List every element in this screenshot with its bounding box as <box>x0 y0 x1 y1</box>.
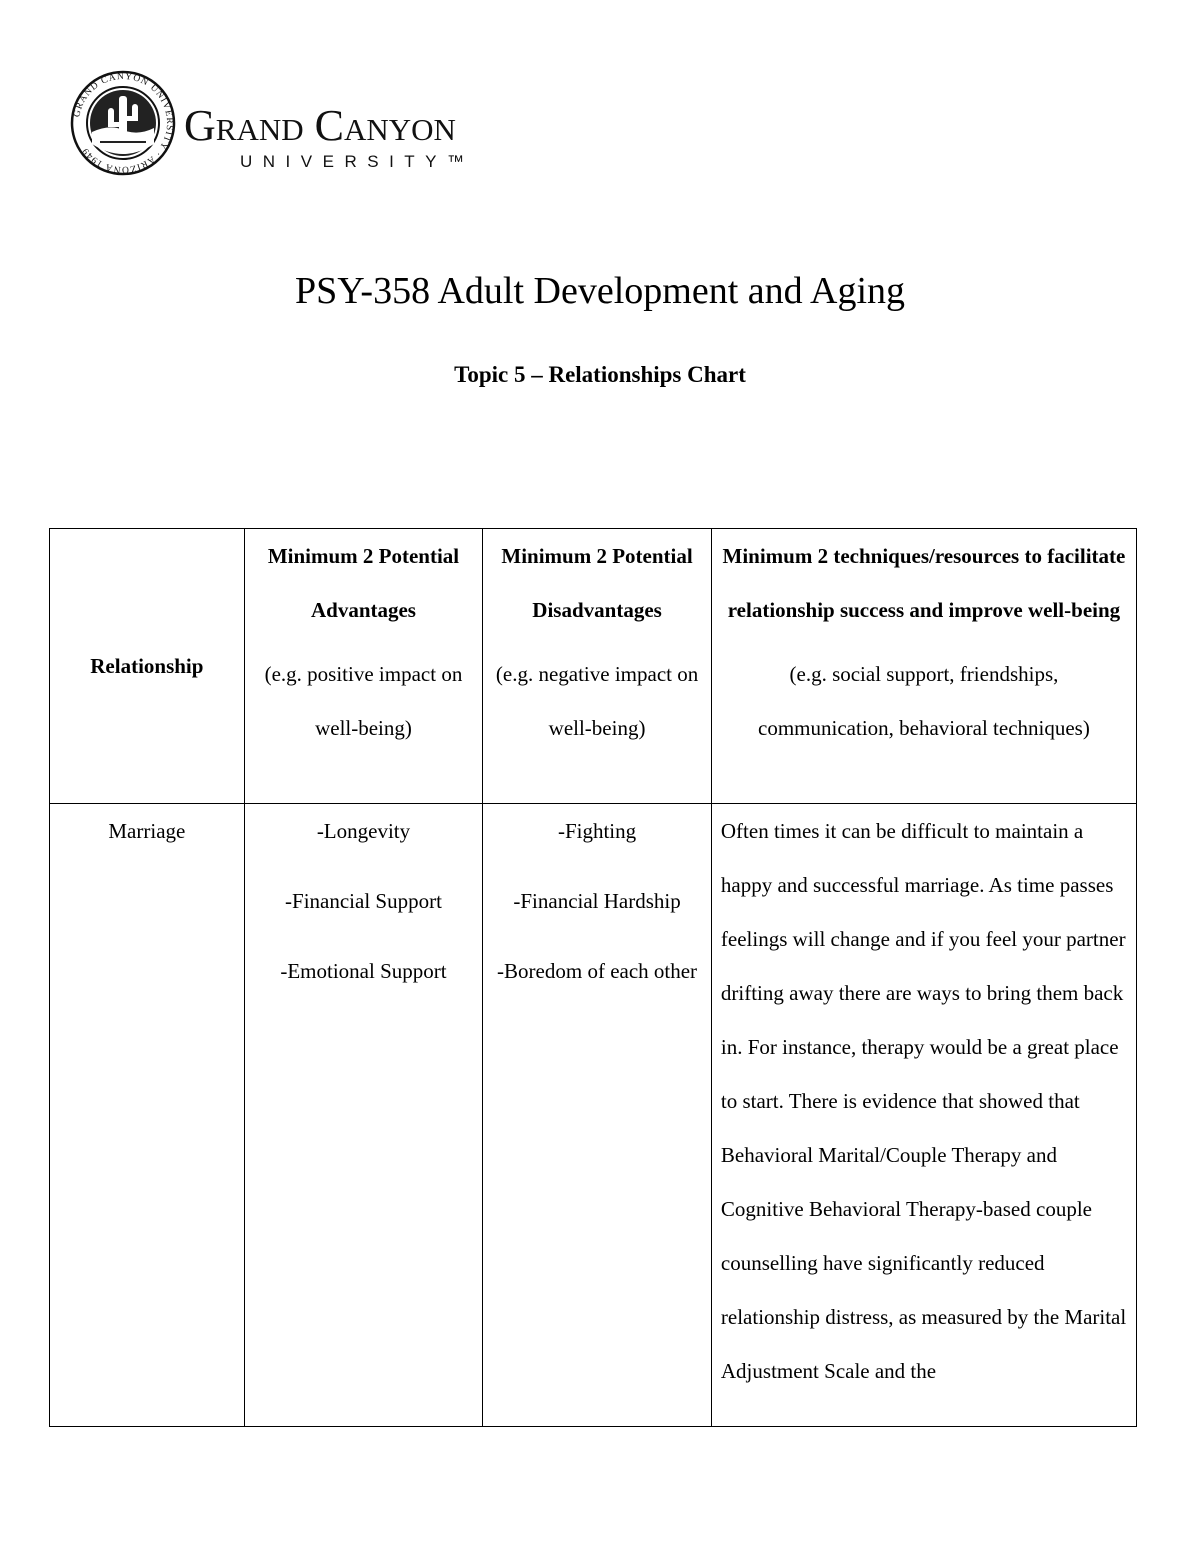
header-techniques-note: (e.g. social support, friendships, communication, behavioral techniques) <box>758 662 1090 740</box>
disadvantage-item: -Financial Hardship <box>513 889 681 913</box>
course-title: PSY-358 Adult Development and Aging <box>294 270 906 312</box>
relationships-chart-table <box>49 528 1137 1427</box>
header-disadvantages-title: Minimum 2 Potential Disadvantages <box>501 544 693 622</box>
wordmark-name: Grand Canyon <box>184 101 456 150</box>
header-disadvantages <box>483 529 712 804</box>
header-advantages <box>244 529 483 804</box>
header-relationship: Relationship <box>50 529 245 804</box>
seal-ring-text: GRAND CANYON UNIVERSITY · ARIZONA 1949 <box>72 71 175 175</box>
header-advantages-note: (e.g. positive impact on well-being) <box>264 662 463 740</box>
university-wordmark <box>184 101 554 172</box>
header-techniques <box>711 529 1136 804</box>
university-logo <box>70 70 550 180</box>
table-header-row <box>50 529 1137 804</box>
disadvantage-item: -Boredom of each other <box>497 959 698 983</box>
wordmark-sub: UNIVERSITY™ <box>240 152 475 171</box>
header-disadvantages-note: (e.g. negative impact on well-being) <box>495 662 699 740</box>
table-row <box>50 804 1137 1427</box>
cell-relationship: Marriage <box>50 804 245 1427</box>
cell-techniques <box>711 804 1136 1427</box>
techniques-paragraph: Often times it can be difficult to maintain a happy and successful marriage. As time passes feelings will change and if you feel your partner drifting away there are ways to bring them back in. For instance, therapy would be a great place to start. There is evidence that showed that Behavioral Marital/Couple Therapy and Cognitive Behavioral Therapy-based couple counselling have significantly reduced relationship distress, as measured by the Marital Adjustment Scale and the <box>720 819 1127 1383</box>
header-advantages-title: Minimum 2 Potential Advantages <box>267 544 460 622</box>
disadvantage-item: -Fighting <box>557 819 637 843</box>
advantage-item: -Emotional Support <box>280 959 447 983</box>
header-techniques-title: Minimum 2 techniques/resources to facilitate relationship success and improve well-being <box>722 544 1126 622</box>
cell-disadvantages <box>483 804 712 1427</box>
advantage-item: -Longevity <box>316 819 411 843</box>
cell-advantages <box>244 804 483 1427</box>
university-seal-icon <box>70 70 176 176</box>
advantage-item: -Financial Support <box>285 889 442 913</box>
topic-title: Topic 5 – Relationships Chart <box>454 362 746 387</box>
